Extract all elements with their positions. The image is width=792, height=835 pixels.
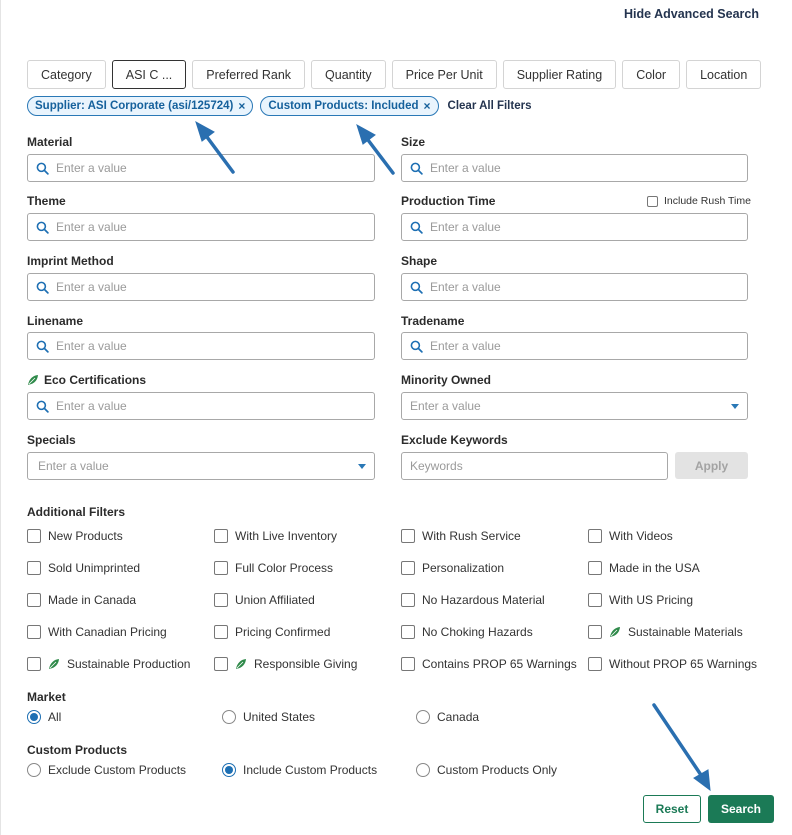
imprint-method-label xyxy=(27,254,114,268)
chip-custom-products xyxy=(260,96,438,116)
filter-no-choking-hazards[interactable] xyxy=(401,625,533,639)
radio-dot[interactable] xyxy=(416,763,430,777)
leaf-icon xyxy=(27,374,39,386)
filter-responsible-giving[interactable] xyxy=(214,657,357,671)
active-filter-chips xyxy=(27,95,531,116)
imprint-method-input[interactable] xyxy=(27,273,375,301)
production-time-label xyxy=(401,194,495,208)
checkbox-box[interactable] xyxy=(214,561,228,575)
checkbox-box[interactable] xyxy=(588,593,602,607)
tradename-input[interactable] xyxy=(401,332,748,360)
filter-made-in-usa[interactable] xyxy=(588,561,700,575)
linename-label xyxy=(27,314,83,328)
filter-label: Without PROP 65 Warnings xyxy=(609,657,758,671)
filter-label: Full Color Process xyxy=(235,561,334,575)
include-rush-time-label: Include Rush Time xyxy=(664,195,751,207)
tab-preferred-rank[interactable]: Preferred Rank xyxy=(192,60,305,89)
filter-union-affiliated[interactable] xyxy=(214,593,315,607)
imprint-method-placeholder: Enter a value xyxy=(56,280,127,294)
tab-color[interactable]: Color xyxy=(622,60,680,89)
market-all-radio[interactable] xyxy=(27,710,61,724)
filter-label: With Canadian Pricing xyxy=(48,625,167,639)
filter-label: No Choking Hazards xyxy=(422,625,533,639)
filter-with-canadian-pricing[interactable] xyxy=(27,625,167,639)
checkbox-box[interactable] xyxy=(401,625,415,639)
eco-certifications-label xyxy=(27,373,146,387)
checkbox-box[interactable] xyxy=(401,561,415,575)
radio-label: United States xyxy=(243,710,316,724)
filter-sold-unimprinted[interactable] xyxy=(27,561,140,575)
checkbox-box[interactable] xyxy=(588,625,602,639)
checkbox-box[interactable] xyxy=(27,593,41,607)
filter-with-us-pricing[interactable] xyxy=(588,593,693,607)
custom-products-only-radio[interactable] xyxy=(416,763,557,777)
annotation-arrow xyxy=(654,705,710,790)
custom-products-title: Custom Products xyxy=(27,743,128,757)
minority-owned-placeholder: Enter a value xyxy=(410,399,481,413)
theme-input[interactable] xyxy=(27,213,375,241)
linename-placeholder: Enter a value xyxy=(56,339,127,353)
filter-label: Made in Canada xyxy=(48,593,137,607)
linename-input[interactable] xyxy=(27,332,375,360)
chevron-down-icon xyxy=(731,404,739,409)
close-icon[interactable]: × xyxy=(423,98,431,113)
checkbox-box[interactable] xyxy=(214,625,228,639)
exclude-keywords-label xyxy=(401,433,508,447)
exclude-keywords-placeholder: Keywords xyxy=(410,459,463,473)
radio-label: Canada xyxy=(437,710,480,724)
market-canada-radio[interactable] xyxy=(416,710,479,724)
tab-quantity[interactable]: Quantity xyxy=(311,60,386,89)
imprint-method-label-text: Imprint Method xyxy=(27,254,114,268)
eco-certifications-label-text: Eco Certifications xyxy=(44,373,147,387)
material-label xyxy=(27,135,72,149)
radio-label: Include Custom Products xyxy=(243,763,378,777)
checkbox-box[interactable] xyxy=(27,561,41,575)
filter-new-products[interactable] xyxy=(27,529,123,543)
radio-label: Custom Products Only xyxy=(437,763,558,777)
filter-label: New Products xyxy=(48,529,123,543)
linename-label-text: Linename xyxy=(27,314,84,328)
specials-label xyxy=(27,433,76,447)
checkbox-box[interactable] xyxy=(27,529,41,543)
checkbox-box[interactable] xyxy=(214,593,228,607)
shape-label xyxy=(401,254,437,268)
exclude-keywords-label-text: Exclude Keywords xyxy=(401,433,508,447)
specials-select[interactable] xyxy=(27,452,375,480)
include-custom-products-radio[interactable] xyxy=(222,763,377,777)
radio-dot[interactable] xyxy=(27,710,41,724)
filter-label: With Videos xyxy=(609,529,673,543)
material-label-text: Material xyxy=(27,135,73,149)
search-icon xyxy=(36,281,49,294)
checkbox-box[interactable] xyxy=(27,625,41,639)
include-rush-time-checkbox[interactable] xyxy=(647,195,751,207)
eco-certifications-placeholder: Enter a value xyxy=(56,399,127,413)
search-icon xyxy=(36,400,49,413)
tab-price-per-unit[interactable]: Price Per Unit xyxy=(392,60,497,89)
leaf-icon xyxy=(609,626,621,638)
filter-no-hazardous-material[interactable] xyxy=(401,593,545,607)
clear-all-filters-link[interactable]: Clear All Filters xyxy=(447,99,532,112)
checkbox-box[interactable] xyxy=(588,657,602,671)
filter-label: Sustainable Materials xyxy=(628,625,743,639)
checkbox-box[interactable] xyxy=(588,529,602,543)
close-icon[interactable]: × xyxy=(238,98,246,113)
checkbox-box[interactable] xyxy=(401,657,415,671)
checkbox-box[interactable] xyxy=(214,529,228,543)
production-time-placeholder: Enter a value xyxy=(430,220,501,234)
hide-advanced-search-link[interactable]: Hide Advanced Search xyxy=(623,7,759,21)
production-time-label-text: Production Time xyxy=(401,194,496,208)
apply-button[interactable]: Apply xyxy=(675,452,748,479)
filter-tabs xyxy=(27,60,761,89)
checkbox-box[interactable] xyxy=(647,196,658,207)
filter-label: Sold Unimprinted xyxy=(48,561,141,575)
tab-asi-corporate[interactable]: ASI C ... xyxy=(112,60,187,89)
filter-label: With Rush Service xyxy=(422,529,521,543)
tab-supplier-rating[interactable]: Supplier Rating xyxy=(503,60,616,89)
filter-sustainable-materials[interactable] xyxy=(588,625,743,639)
search-icon xyxy=(410,162,423,175)
checkbox-box[interactable] xyxy=(401,529,415,543)
filter-pricing-confirmed[interactable] xyxy=(214,625,330,639)
filter-without-prop65[interactable] xyxy=(588,657,757,671)
theme-label-text: Theme xyxy=(27,194,66,208)
filter-personalization[interactable] xyxy=(401,561,504,575)
filter-label: Personalization xyxy=(422,561,505,575)
filter-label: Responsible Giving xyxy=(254,657,358,671)
leaf-icon xyxy=(48,658,60,670)
minority-owned-label xyxy=(401,373,491,387)
tab-category[interactable]: Category xyxy=(27,60,106,89)
search-icon xyxy=(36,340,49,353)
theme-placeholder: Enter a value xyxy=(56,220,127,234)
minority-owned-select[interactable] xyxy=(401,392,748,420)
shape-placeholder: Enter a value xyxy=(430,280,501,294)
tradename-placeholder: Enter a value xyxy=(430,339,501,353)
radio-dot[interactable] xyxy=(222,710,236,724)
checkbox-box[interactable] xyxy=(588,561,602,575)
filter-label: Contains PROP 65 Warnings xyxy=(422,657,577,671)
radio-label: All xyxy=(48,710,62,724)
shape-input[interactable] xyxy=(401,273,748,301)
search-icon xyxy=(410,340,423,353)
radio-dot[interactable] xyxy=(27,763,41,777)
filter-label: Union Affiliated xyxy=(235,593,315,607)
filter-label: With Live Inventory xyxy=(235,529,338,543)
search-icon xyxy=(410,221,423,234)
exclude-custom-products-radio[interactable] xyxy=(27,763,186,777)
radio-dot[interactable] xyxy=(416,710,430,724)
filter-contains-prop65[interactable] xyxy=(401,657,577,671)
chevron-down-icon xyxy=(358,464,366,469)
market-united-states-radio[interactable] xyxy=(222,710,315,724)
shape-label-text: Shape xyxy=(401,254,438,268)
search-icon xyxy=(410,281,423,294)
size-input[interactable] xyxy=(401,154,748,182)
specials-placeholder: Enter a value xyxy=(38,459,109,473)
filter-label: Made in the USA xyxy=(609,561,700,575)
tab-location[interactable]: Location xyxy=(686,60,761,89)
radio-label: Exclude Custom Products xyxy=(48,763,187,777)
leaf-icon xyxy=(235,658,247,670)
eco-certifications-input[interactable] xyxy=(27,392,375,420)
checkbox-box[interactable] xyxy=(27,657,41,671)
filter-label: No Hazardous Material xyxy=(422,593,545,607)
filter-label: Pricing Confirmed xyxy=(235,625,331,639)
market-title: Market xyxy=(27,690,66,704)
filter-sustainable-production[interactable] xyxy=(27,657,190,671)
theme-label xyxy=(27,194,66,208)
minority-owned-label-text: Minority Owned xyxy=(401,373,491,387)
filter-with-rush-service[interactable] xyxy=(401,529,521,543)
exclude-keywords-input[interactable] xyxy=(401,452,668,480)
size-label-text: Size xyxy=(401,135,426,149)
radio-dot[interactable] xyxy=(222,763,236,777)
chip-label: Supplier: ASI Corporate (asi/125724) xyxy=(35,99,234,112)
material-placeholder: Enter a value xyxy=(56,161,127,175)
checkbox-box[interactable] xyxy=(401,593,415,607)
search-icon xyxy=(36,162,49,175)
size-placeholder: Enter a value xyxy=(430,161,501,175)
size-label xyxy=(401,135,425,149)
chip-label: Custom Products: Included xyxy=(268,99,419,112)
tradename-label xyxy=(401,314,464,328)
checkbox-box[interactable] xyxy=(214,657,228,671)
filter-with-live-inventory[interactable] xyxy=(214,529,337,543)
search-icon xyxy=(36,221,49,234)
filter-label: With US Pricing xyxy=(609,593,694,607)
reset-button[interactable]: Reset xyxy=(643,795,701,823)
search-button[interactable]: Search xyxy=(708,795,774,823)
production-time-input[interactable] xyxy=(401,213,748,241)
tradename-label-text: Tradename xyxy=(401,314,465,328)
material-input[interactable] xyxy=(27,154,375,182)
filter-label: Sustainable Production xyxy=(67,657,191,671)
chip-supplier xyxy=(27,96,253,116)
filter-full-color-process[interactable] xyxy=(214,561,333,575)
filter-with-videos[interactable] xyxy=(588,529,673,543)
specials-label-text: Specials xyxy=(27,433,76,447)
additional-filters-title: Additional Filters xyxy=(27,505,126,519)
filter-made-in-canada[interactable] xyxy=(27,593,136,607)
